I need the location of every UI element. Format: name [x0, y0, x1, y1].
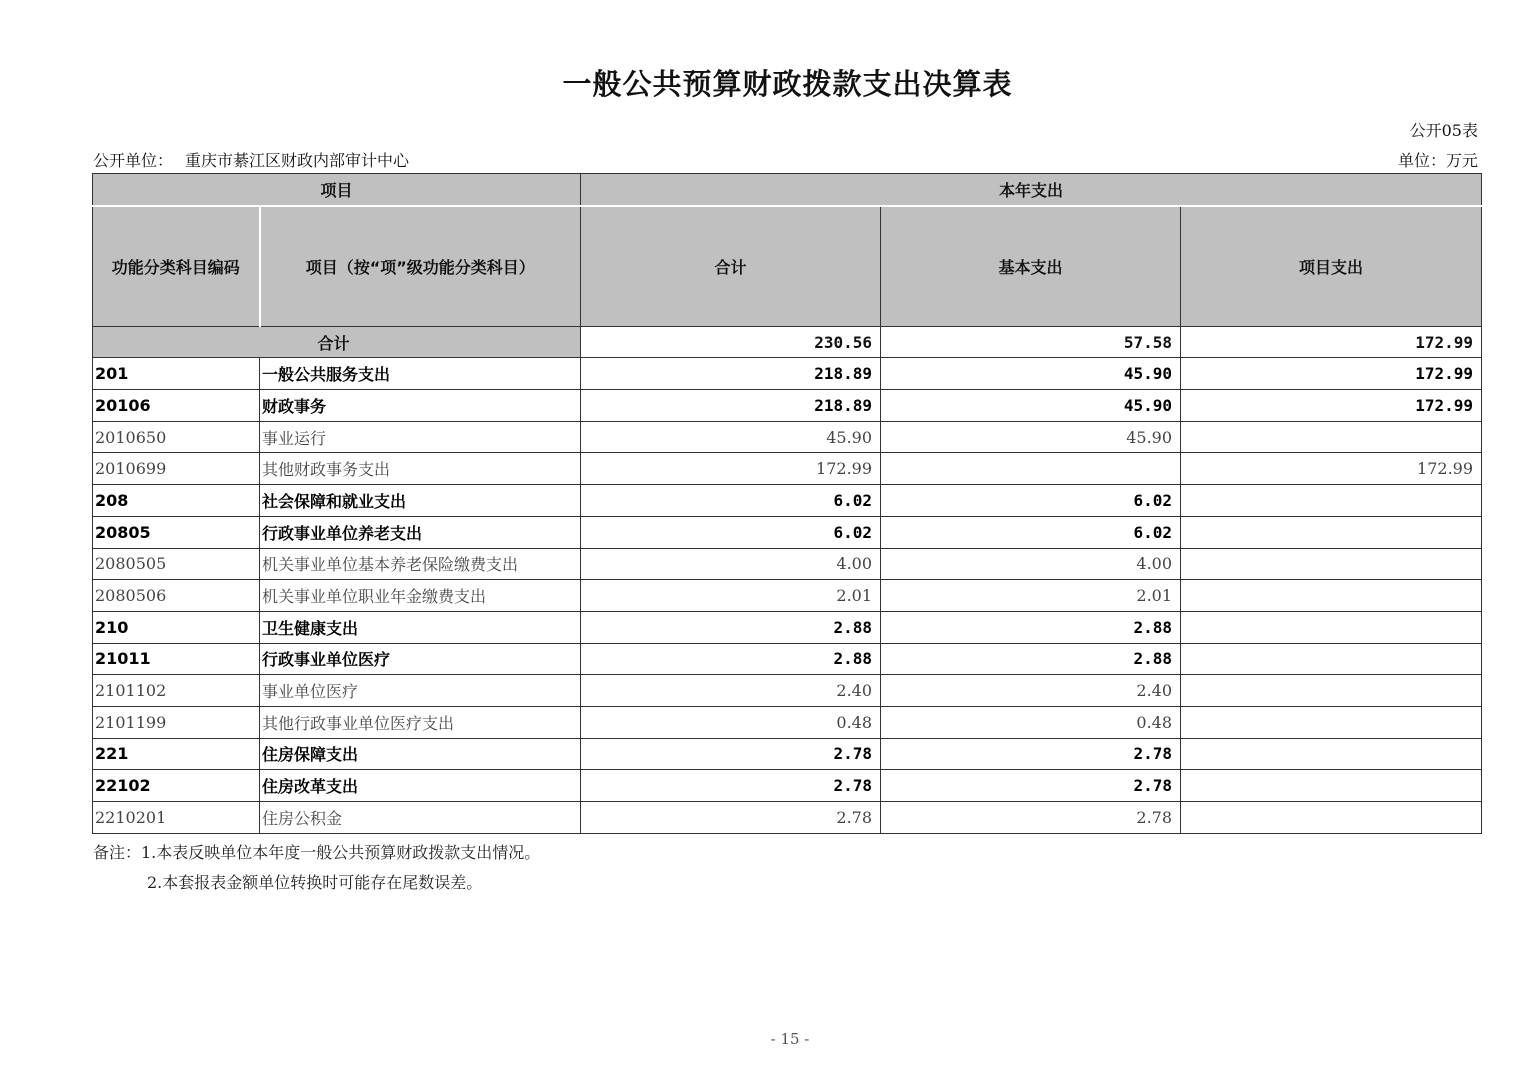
row-code: 20106: [93, 390, 260, 422]
row-project: [1181, 485, 1482, 517]
table-row: [93, 421, 1482, 453]
row-basic: 0.48: [881, 706, 1181, 738]
document-title: 一般公共预算财政拨款支出决算表: [562, 67, 1013, 101]
total-label: 合计: [93, 326, 581, 358]
table-row: [93, 675, 1482, 707]
header-basic: 基本支出: [881, 206, 1181, 327]
row-total: 2.78: [581, 738, 881, 770]
row-project: 172.99: [1181, 390, 1482, 422]
table-row: [93, 706, 1482, 738]
row-project: [1181, 738, 1482, 770]
total-basic: 57.58: [881, 326, 1181, 358]
total-amount: 230.56: [581, 326, 881, 358]
row-total: 4.00: [581, 548, 881, 580]
note-2: 2.本套报表金额单位转换时可能存在尾数误差。: [147, 873, 483, 892]
row-basic: 45.90: [881, 358, 1181, 390]
header-total: 合计: [581, 206, 881, 327]
row-project: 172.99: [1181, 453, 1482, 485]
row-name: 行政事业单位养老支出: [260, 516, 581, 548]
row-basic: 2.88: [881, 643, 1181, 675]
row-code: 2010650: [93, 421, 260, 453]
row-basic: [881, 453, 1181, 485]
row-code: 22102: [93, 770, 260, 802]
row-project: 172.99: [1181, 358, 1482, 390]
row-name: 事业单位医疗: [260, 675, 581, 707]
row-total: 6.02: [581, 485, 881, 517]
header-name: 项目（按“项”级功能分类科目）: [260, 206, 581, 327]
row-basic: 2.78: [881, 738, 1181, 770]
unit-label: 公开单位：: [93, 151, 174, 170]
row-basic: 45.90: [881, 421, 1181, 453]
row-total: 2.78: [581, 802, 881, 834]
form-number: 公开05表: [1409, 121, 1478, 140]
row-basic: 2.78: [881, 802, 1181, 834]
row-name: 财政事务: [260, 390, 581, 422]
table-row: [93, 802, 1482, 834]
currency-unit: 单位：万元: [1397, 151, 1478, 170]
row-code: 2080505: [93, 548, 260, 580]
row-total: 0.48: [581, 706, 881, 738]
header-group-item: 项目: [93, 174, 581, 206]
table-row: [93, 516, 1482, 548]
row-name: 机关事业单位职业年金缴费支出: [260, 580, 581, 612]
table-row: [93, 485, 1482, 517]
row-total: 2.01: [581, 580, 881, 612]
note-1: 备注：1.本表反映单位本年度一般公共预算财政拨款支出情况。: [93, 843, 541, 862]
row-name: 其他财政事务支出: [260, 453, 581, 485]
header-group-year: 本年支出: [581, 174, 1482, 206]
row-code: 201: [93, 358, 260, 390]
row-code: 2210201: [93, 802, 260, 834]
row-project: [1181, 643, 1482, 675]
row-total: 6.02: [581, 516, 881, 548]
row-project: [1181, 548, 1482, 580]
row-code: 2101102: [93, 675, 260, 707]
table-row: [93, 358, 1482, 390]
row-name: 住房公积金: [260, 802, 581, 834]
table-row: [93, 453, 1482, 485]
row-project: [1181, 802, 1482, 834]
unit-name: 重庆市綦江区财政内部审计中心: [185, 151, 410, 170]
row-project: [1181, 706, 1482, 738]
total-project: 172.99: [1181, 326, 1482, 358]
row-basic: 2.40: [881, 675, 1181, 707]
row-total: 218.89: [581, 390, 881, 422]
row-total: 172.99: [581, 453, 881, 485]
row-name: 一般公共服务支出: [260, 358, 581, 390]
row-code: 208: [93, 485, 260, 517]
row-total: 45.90: [581, 421, 881, 453]
row-code: 2101199: [93, 706, 260, 738]
table-row: [93, 643, 1482, 675]
row-code: 221: [93, 738, 260, 770]
row-name: 卫生健康支出: [260, 611, 581, 643]
row-code: 2010699: [93, 453, 260, 485]
row-code: 20805: [93, 516, 260, 548]
row-total: 218.89: [581, 358, 881, 390]
row-total: 2.78: [581, 770, 881, 802]
row-name: 机关事业单位基本养老保险缴费支出: [260, 548, 581, 580]
expenditure-table: [92, 173, 1482, 834]
page-number: - 15 -: [770, 1030, 810, 1048]
row-name: 社会保障和就业支出: [260, 485, 581, 517]
row-code: 2080506: [93, 580, 260, 612]
row-total: 2.88: [581, 611, 881, 643]
table-row: [93, 738, 1482, 770]
total-row: [93, 326, 1482, 358]
row-name: 行政事业单位医疗: [260, 643, 581, 675]
row-name: 住房保障支出: [260, 738, 581, 770]
row-code: 21011: [93, 643, 260, 675]
row-project: [1181, 516, 1482, 548]
row-name: 其他行政事业单位医疗支出: [260, 706, 581, 738]
row-project: [1181, 770, 1482, 802]
row-basic: 2.01: [881, 580, 1181, 612]
table-row: [93, 611, 1482, 643]
row-basic: 6.02: [881, 516, 1181, 548]
table-row: [93, 580, 1482, 612]
row-name: 住房改革支出: [260, 770, 581, 802]
row-basic: 6.02: [881, 485, 1181, 517]
row-basic: 2.88: [881, 611, 1181, 643]
row-project: [1181, 580, 1482, 612]
table-row: [93, 548, 1482, 580]
row-code: 210: [93, 611, 260, 643]
header-code: 功能分类科目编码: [93, 206, 260, 327]
row-basic: 45.90: [881, 390, 1181, 422]
row-total: 2.40: [581, 675, 881, 707]
row-basic: 4.00: [881, 548, 1181, 580]
notes: [93, 838, 540, 898]
row-project: [1181, 421, 1482, 453]
reporting-unit: [93, 148, 409, 171]
header-project: 项目支出: [1181, 206, 1482, 327]
row-basic: 2.78: [881, 770, 1181, 802]
row-name: 事业运行: [260, 421, 581, 453]
table-row: [93, 390, 1482, 422]
row-project: [1181, 675, 1482, 707]
row-total: 2.88: [581, 643, 881, 675]
row-project: [1181, 611, 1482, 643]
table-row: [93, 770, 1482, 802]
